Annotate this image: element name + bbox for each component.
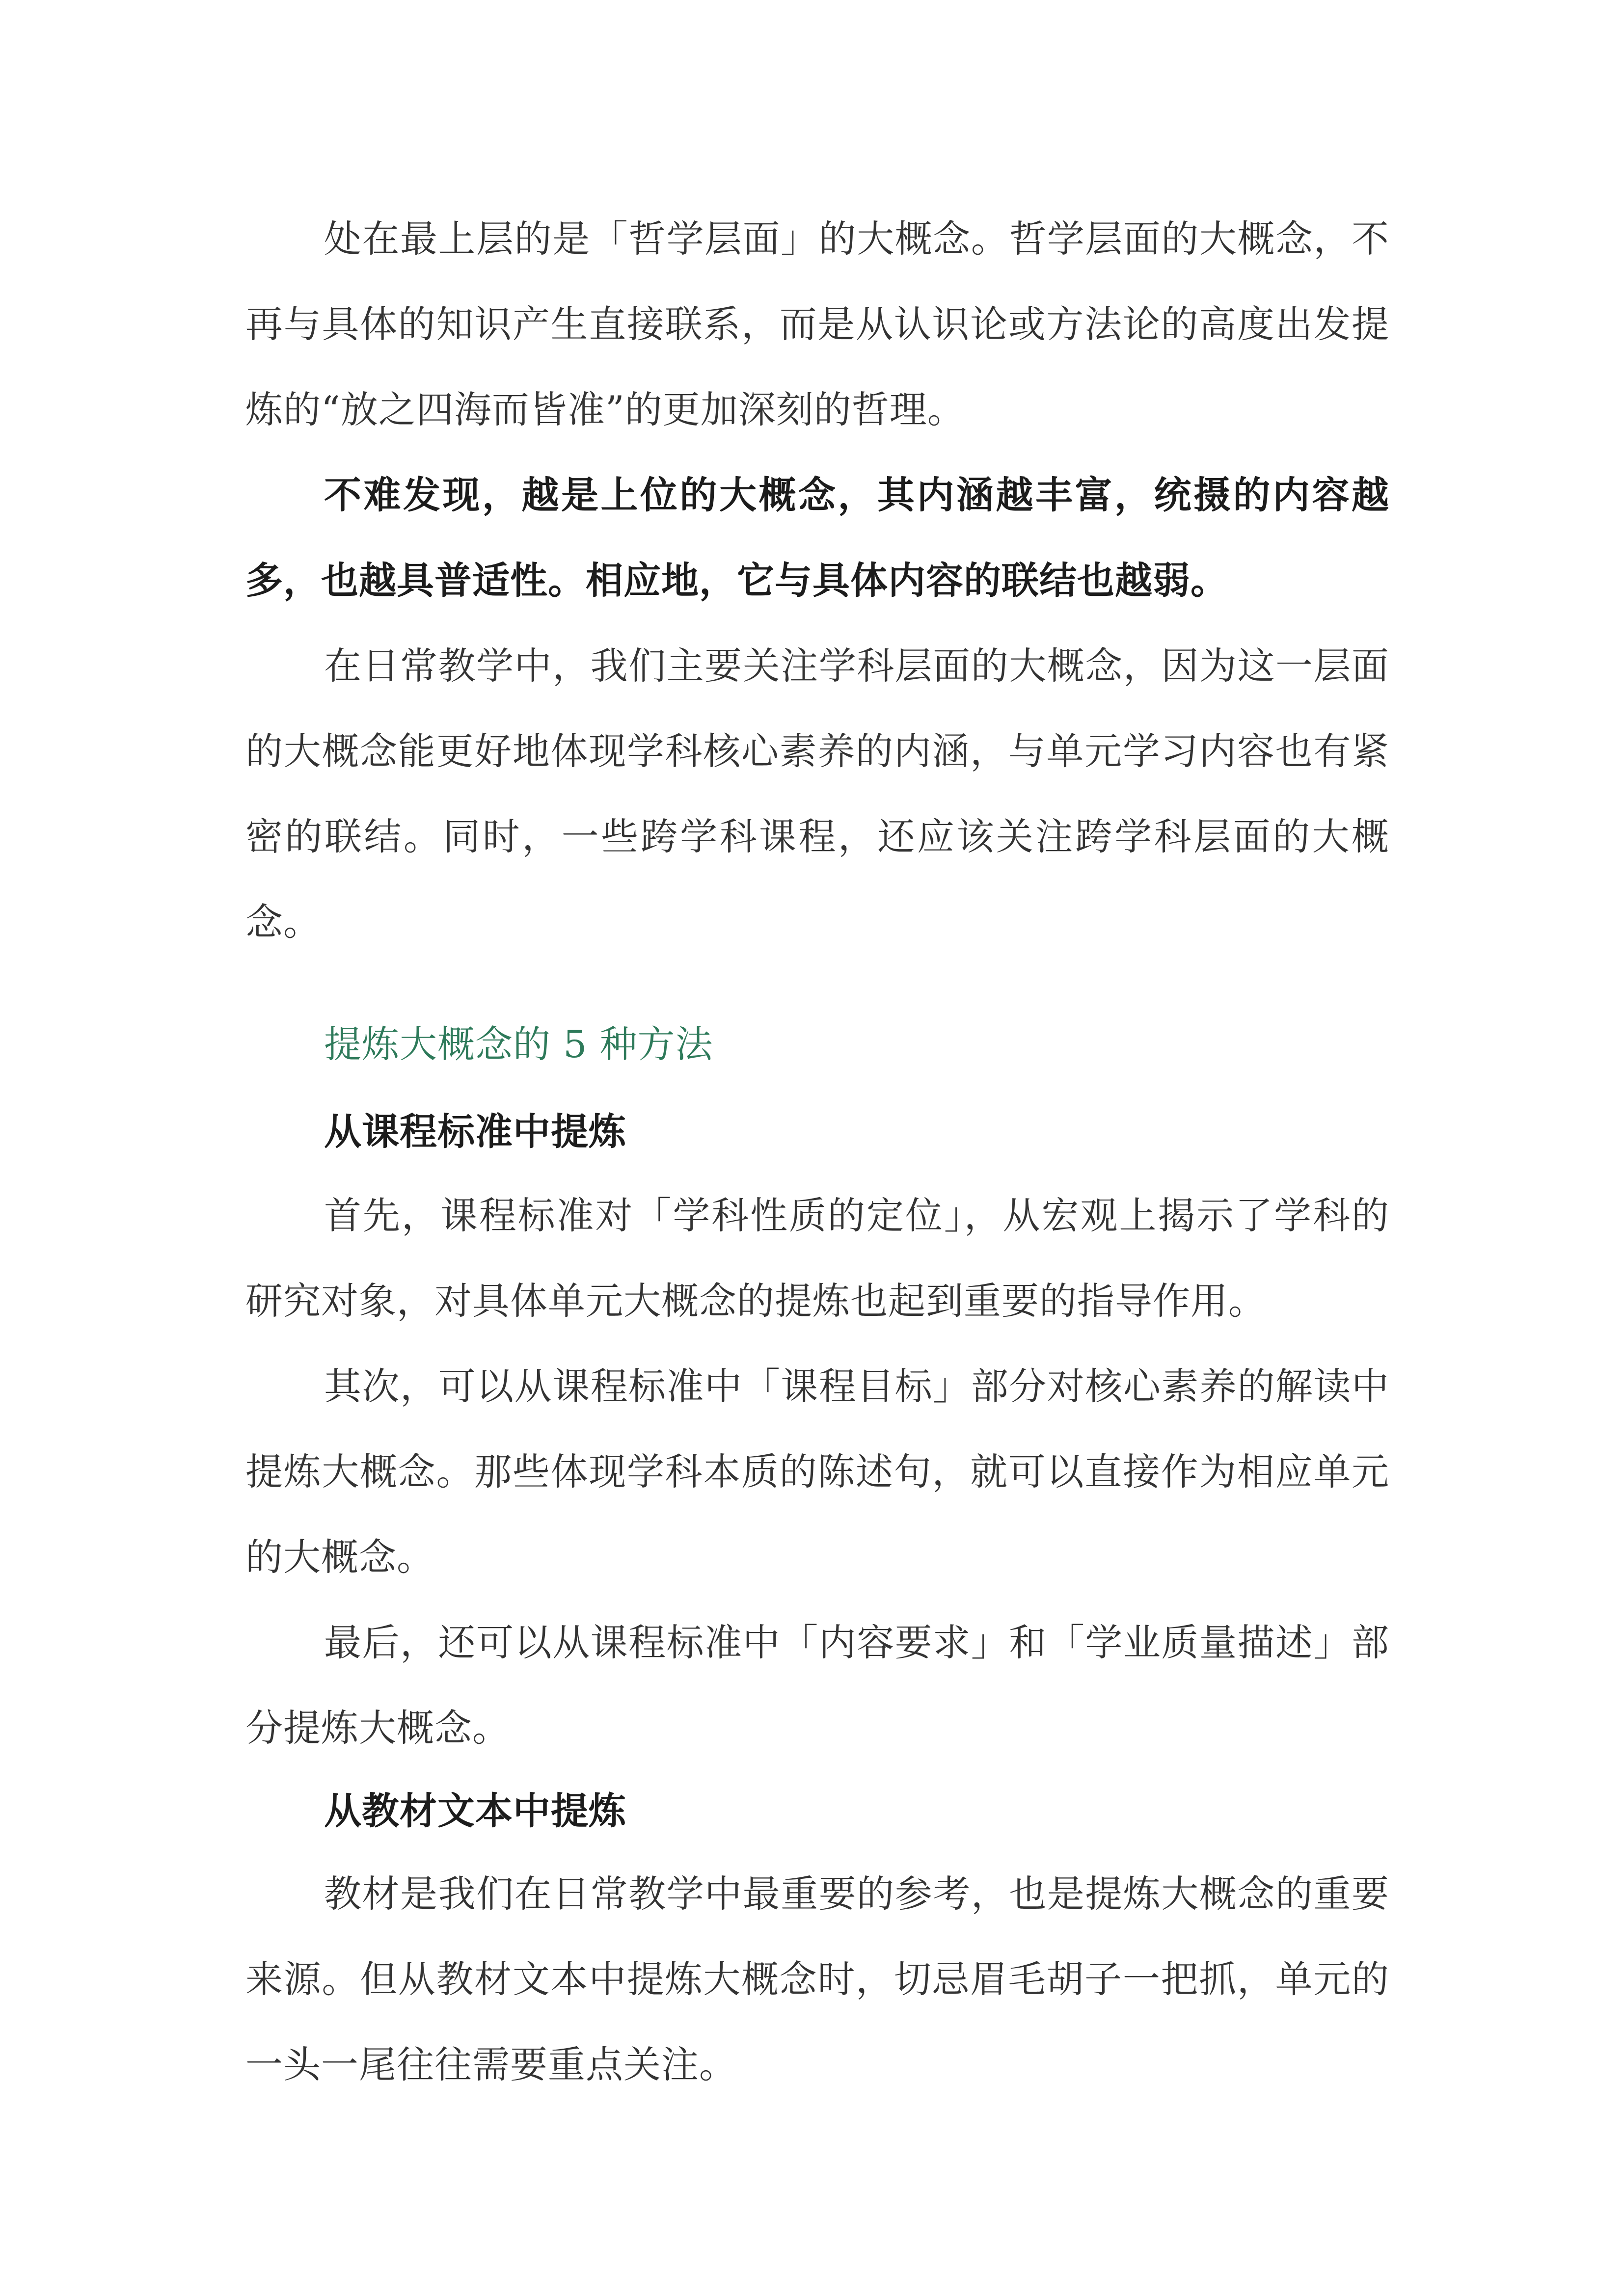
section-heading: 提炼大概念的 5 种方法 xyxy=(324,1022,713,1066)
method-title-curriculum: 从课程标准中提炼 xyxy=(324,1110,626,1153)
paragraph-curriculum-first: 首先，课程标准对「学科性质的定位」，从宏观上揭示了学科的研究对象，对具体单元大概念的提炼也起到重要的指导作用。 xyxy=(245,1194,1389,1323)
paragraph-daily-teaching: 在日常教学中，我们主要关注学科层面的大概念，因为这一层面的大概念能更好地体现学科核心素养的内涵，与单元学习内容也有紧密的联结。同时，一些跨学科课程，还应该关注跨学科层面的大概念。 xyxy=(245,644,1389,944)
paragraph-upper-concepts: 不难发现，越是上位的大概念，其内涵越丰富，统摄的内容越多，也越具普适性。相应地，它与具体内容的联结也越弱。 xyxy=(245,473,1389,602)
paragraph-philosophy-level: 处在最上层的是「哲学层面」的大概念。哲学层面的大概念，不再与具体的知识产生直接联系，而是从认识论或方法论的高度出发提炼的“放之四海而皆准”的更加深刻的哲理。 xyxy=(245,217,1389,431)
paragraph-textbook: 教材是我们在日常教学中最重要的参考，也是提炼大概念的重要来源。但从教材文本中提炼大概念时，切忌眉毛胡子一把抓，单元的一头一尾往往需要重点关注。 xyxy=(245,1872,1389,2086)
paragraph-curriculum-last: 最后，还可以从课程标准中「内容要求」和「学业质量描述」部分提炼大概念。 xyxy=(245,1621,1389,1750)
paragraph-curriculum-second: 其次，可以从课程标准中「课程目标」部分对核心素养的解读中提炼大概念。那些体现学科本质的陈述句，就可以直接作为相应单元的大概念。 xyxy=(245,1364,1389,1579)
method-title-textbook: 从教材文本中提炼 xyxy=(324,1789,626,1833)
